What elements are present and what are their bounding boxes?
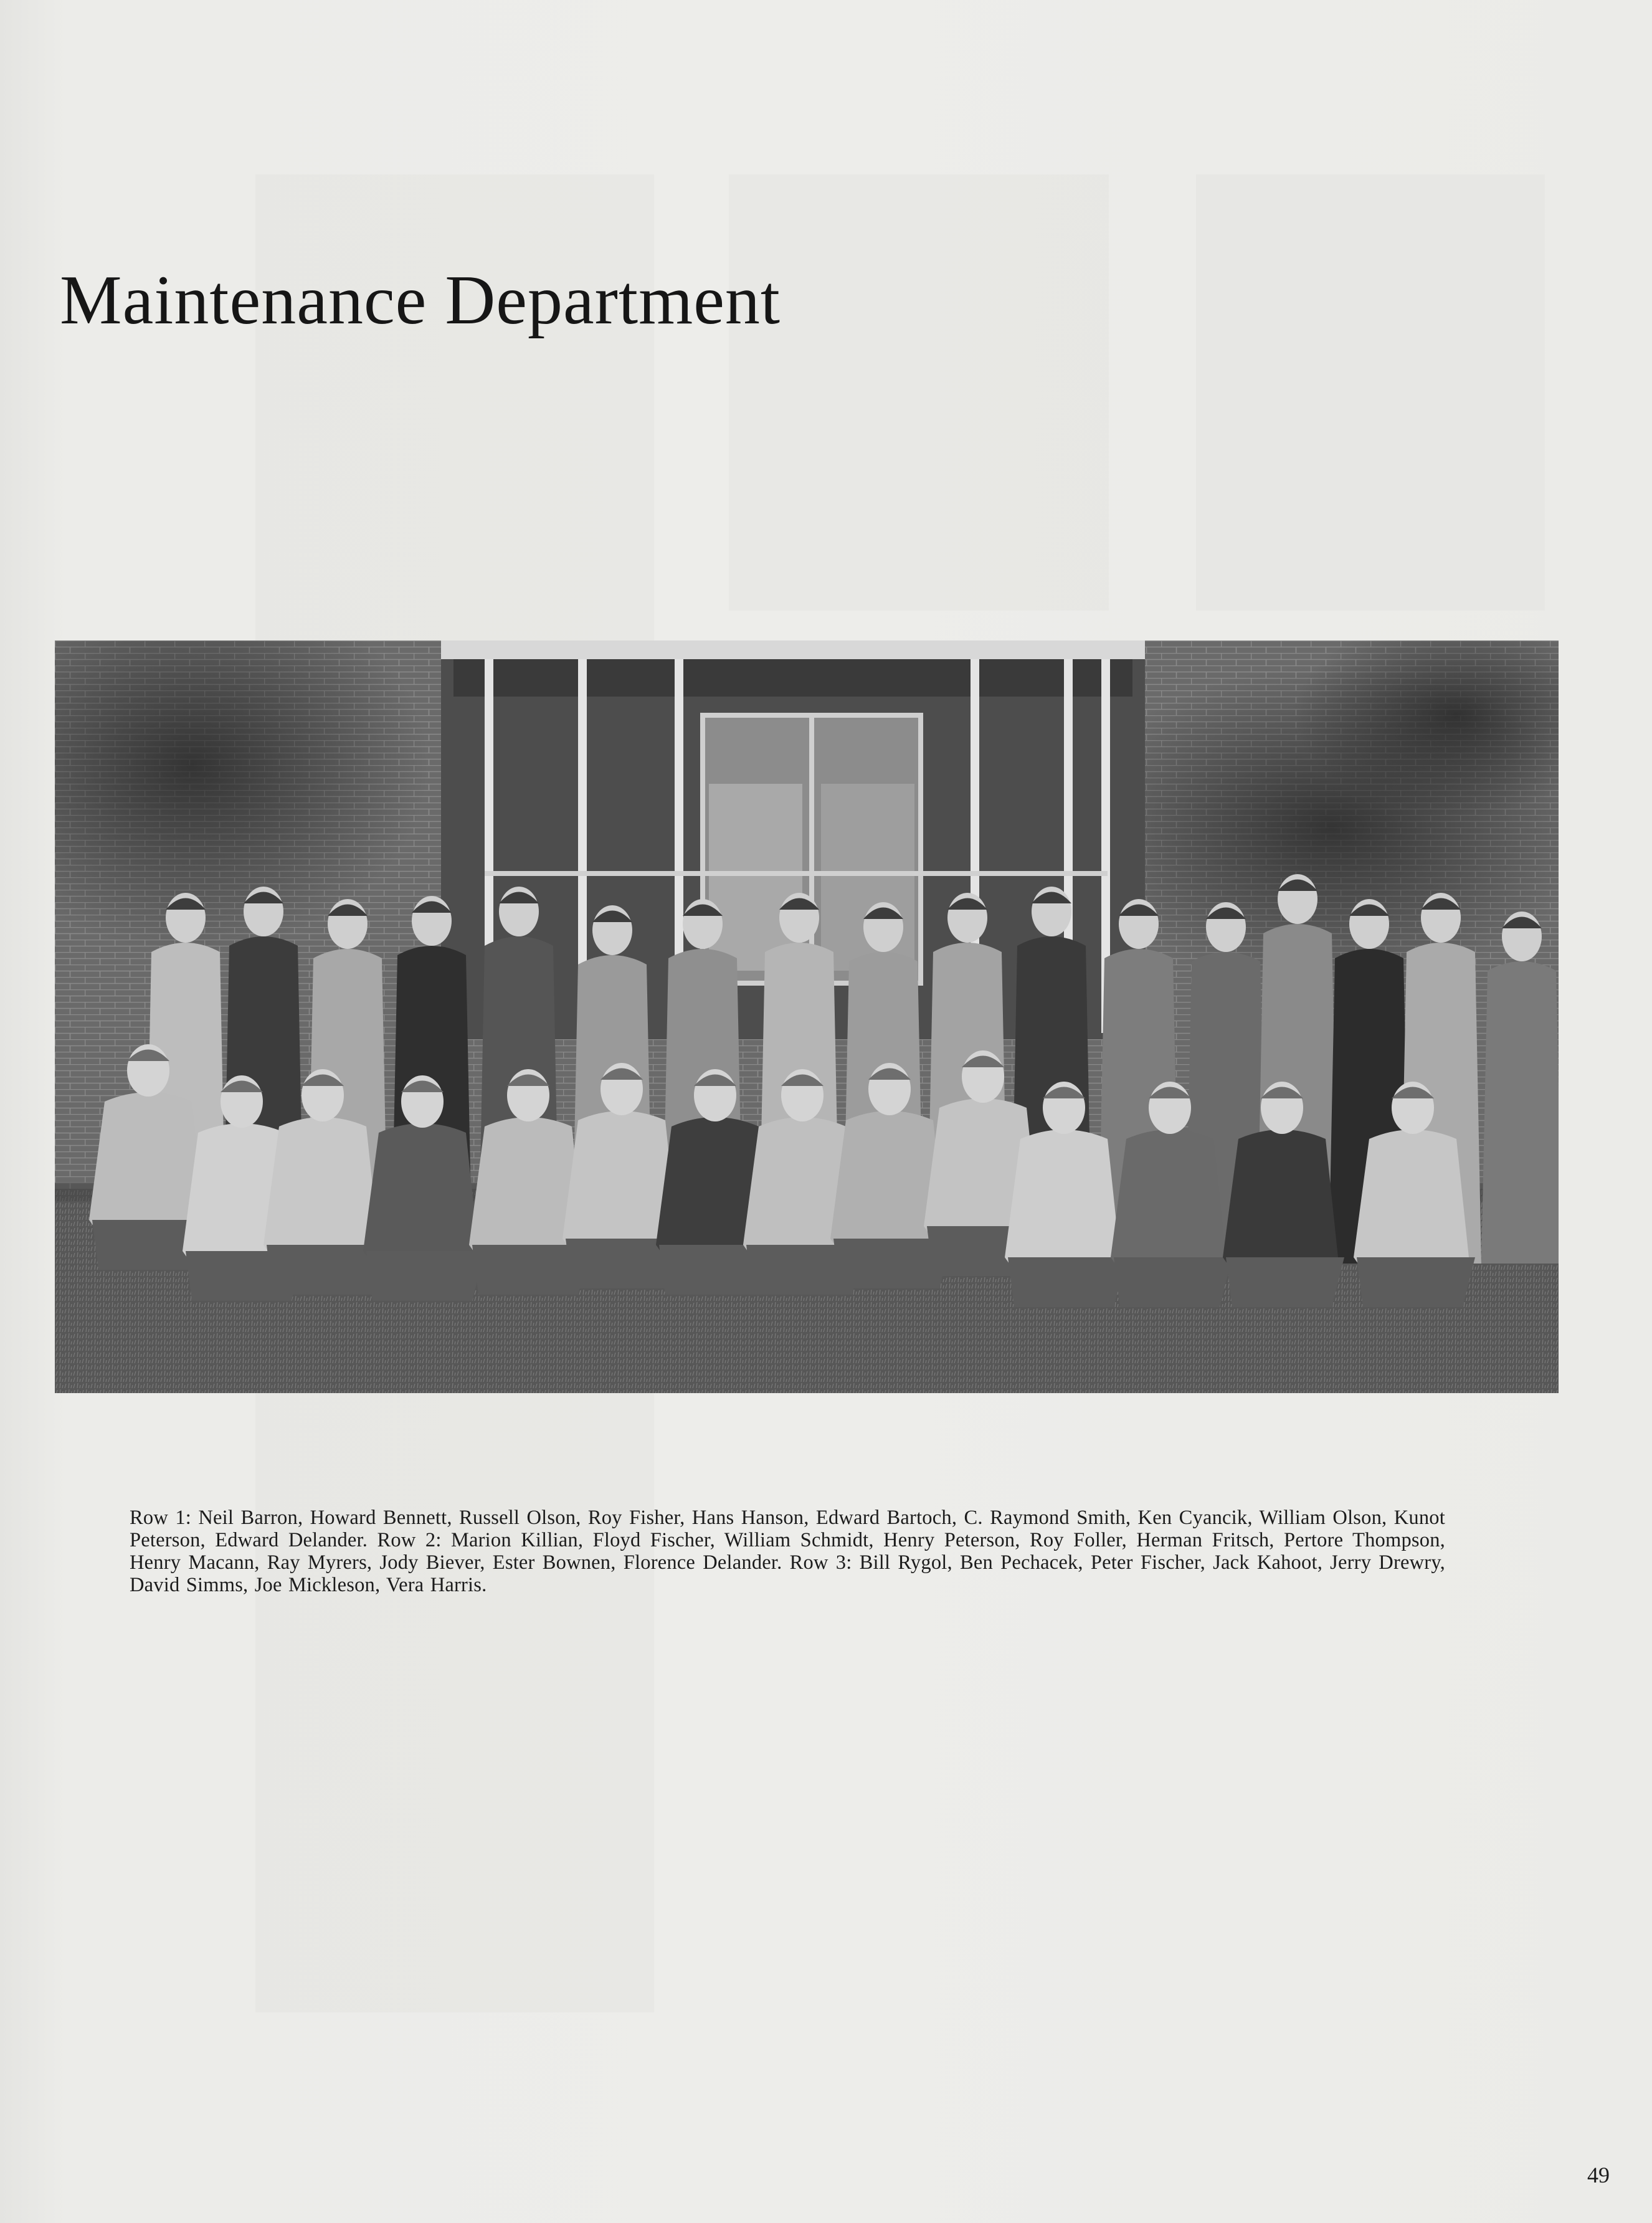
canopy-roof <box>441 640 1145 659</box>
canopy-fascia <box>453 659 1132 697</box>
group-photo <box>55 640 1559 1393</box>
page-number: 49 <box>1587 2163 1610 2187</box>
photo-caption: Row 1: Neil Barron, Howard Bennett, Russell Olson, Roy Fisher, Hans Hanson, Edward Bartoch, C. Raymond Smith, Ken Cyancik, William Olson, Kunot Peterson, Edward Delander. Row 2: Marion Killian, Floyd Fischer, William Schmidt, Henry Peterson, Roy Foller, Herman Fritsch, Pertore Thompson, Henry Macann, Ray Myrers, Jody Biever, Ester Bownen, Florence Delander. Row 3: Bill Rygol, Ben Pechacek, Peter Fischer, Jack Kahoot, Jerry Drewry, David Simms, Joe Mickleson, Vera Harris. <box>130 1507 1445 1596</box>
show-through-block-right <box>1196 174 1545 611</box>
page-title: Maintenance Department <box>60 262 781 339</box>
show-through-block-center <box>729 174 1109 611</box>
